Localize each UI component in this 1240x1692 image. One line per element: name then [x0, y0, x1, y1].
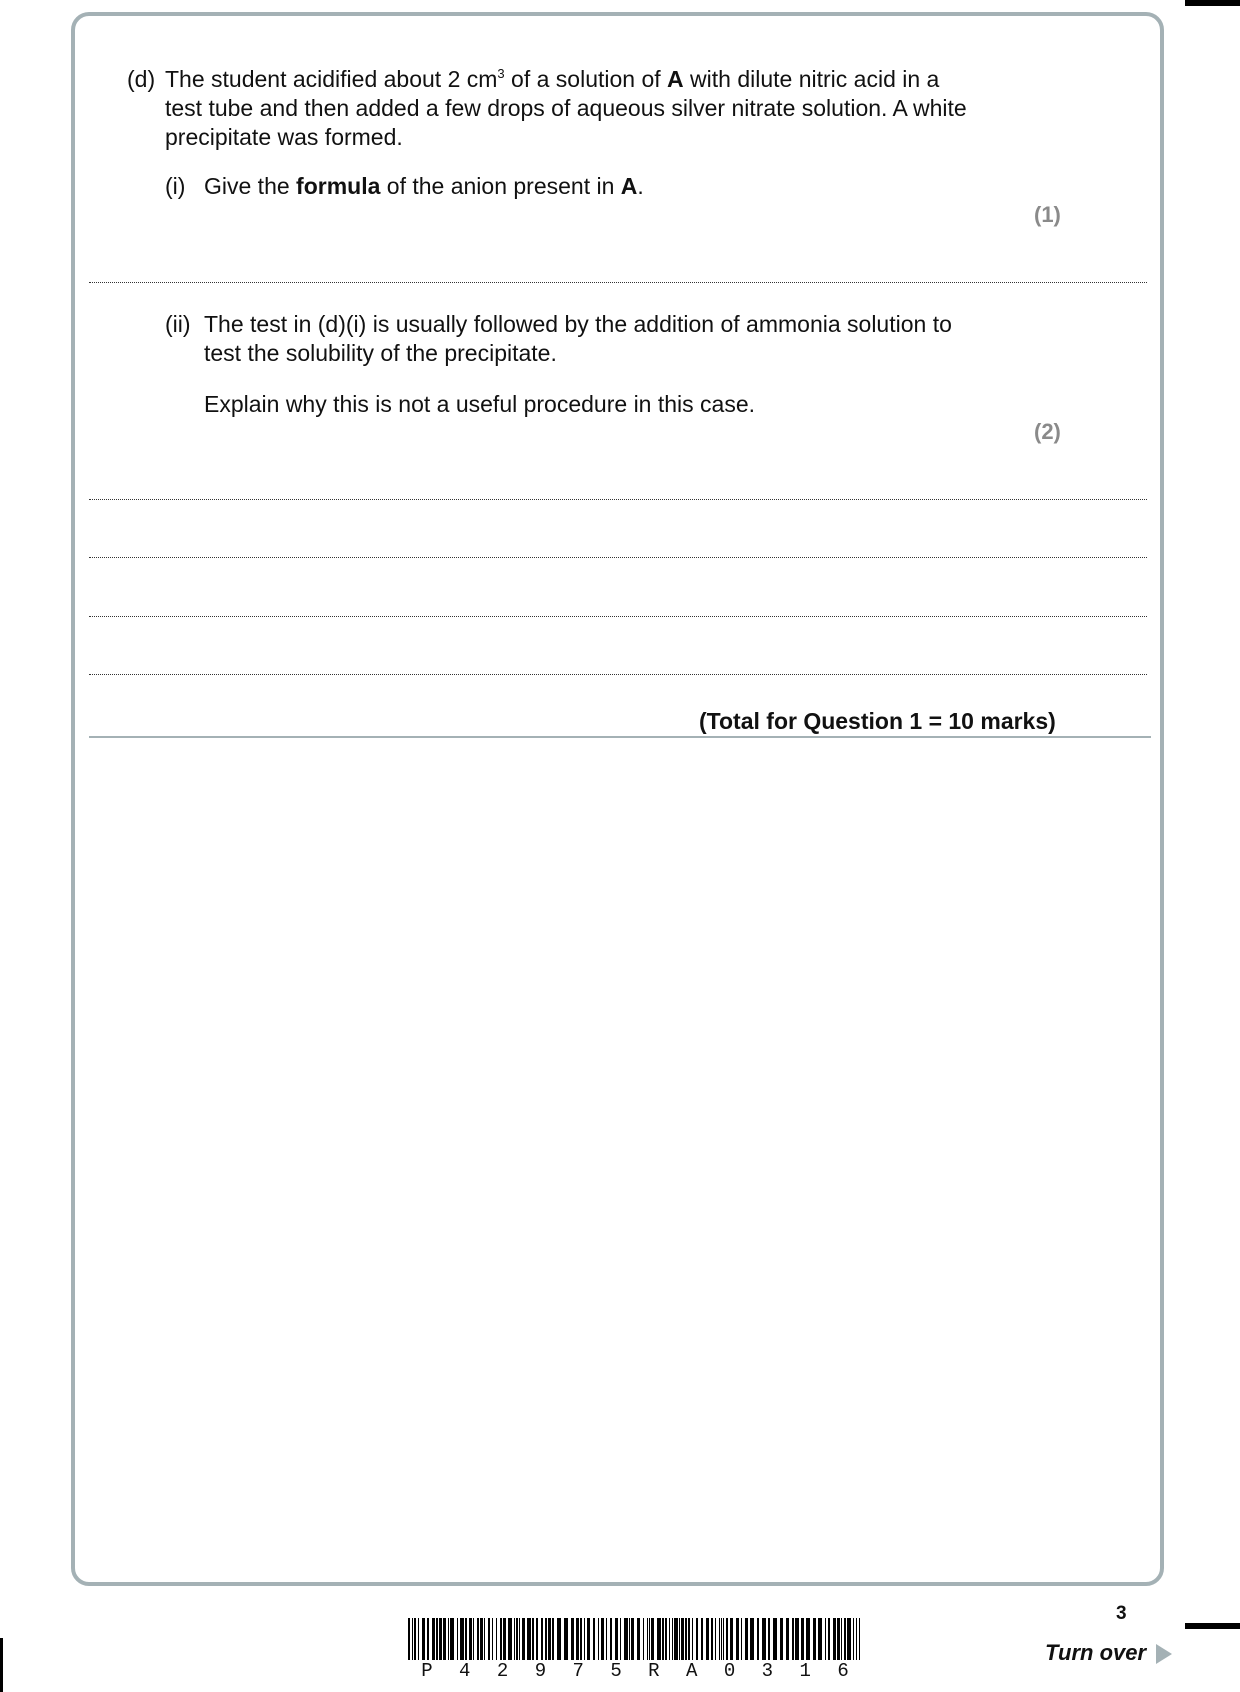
barcode-bar	[662, 1618, 664, 1660]
barcode-bar	[480, 1618, 483, 1660]
barcode-bar	[657, 1618, 661, 1660]
barcode-bar	[685, 1618, 687, 1660]
barcode-bar	[598, 1618, 599, 1660]
barcode-bar	[541, 1618, 543, 1660]
barcode-bar	[813, 1618, 816, 1660]
barcode-bar	[643, 1618, 644, 1660]
barcode-bar	[448, 1618, 449, 1660]
barcode-bar	[741, 1618, 742, 1660]
barcode-bar	[552, 1618, 554, 1660]
barcode-bar	[730, 1618, 733, 1660]
barcode-bar	[496, 1618, 497, 1660]
barcode-bar	[780, 1618, 783, 1660]
barcode-bar	[837, 1618, 840, 1660]
barcode-bar	[649, 1618, 650, 1660]
part-ii-marks: (2)	[1034, 419, 1061, 444]
barcode-bar	[601, 1618, 604, 1660]
barcode-bar	[436, 1618, 438, 1660]
turn-over-arrow-icon	[1156, 1644, 1172, 1664]
barcode-bar	[620, 1618, 621, 1660]
barcode-bar	[637, 1618, 640, 1660]
barcode-bar	[786, 1618, 789, 1660]
barcode-digit: P	[421, 1660, 433, 1682]
barcode-bar	[828, 1618, 830, 1660]
barcode-bar	[418, 1618, 419, 1660]
barcode-bar	[723, 1618, 724, 1660]
barcode-bar	[477, 1618, 479, 1660]
barcode-bar	[853, 1618, 854, 1660]
barcode-bar	[629, 1618, 630, 1660]
question-d-line-1: The student acidified about 2 $cm^3$ of a solution of A with dilute nitric acid in a	[165, 66, 940, 92]
barcode-bar	[719, 1618, 720, 1660]
barcode-bar	[500, 1618, 502, 1660]
barcode-bar	[580, 1618, 582, 1660]
barcode-bar	[432, 1618, 435, 1660]
barcode-bar	[856, 1618, 857, 1660]
barcode-bar	[841, 1618, 842, 1660]
answer-line-ii-2[interactable]	[89, 557, 1147, 558]
barcode-digits	[408, 1660, 862, 1682]
barcode-bar	[606, 1618, 607, 1660]
corner-mark-top-right	[1185, 0, 1240, 6]
part-ii-label: (ii)	[165, 311, 191, 337]
corner-mark-bottom-left	[0, 1638, 3, 1692]
barcode-bar	[465, 1618, 467, 1660]
part-i-marks: (1)	[1034, 202, 1061, 227]
barcode-bar	[711, 1618, 713, 1660]
barcode-bar	[773, 1618, 777, 1660]
barcode-bar	[706, 1618, 709, 1660]
barcode-bar	[721, 1618, 722, 1660]
barcode-digit: 3	[761, 1660, 774, 1682]
barcode-digit: 7	[572, 1660, 584, 1682]
barcode-bar	[750, 1618, 754, 1660]
barcode-bar	[522, 1618, 525, 1660]
barcode-bar	[610, 1618, 612, 1660]
corner-mark-bottom-right	[1185, 1623, 1240, 1629]
answer-line-i-1[interactable]	[89, 282, 1147, 283]
barcode-bar	[736, 1618, 739, 1660]
barcode-bar	[669, 1618, 670, 1660]
barcode-digit: 0	[723, 1660, 736, 1682]
barcode-bar	[847, 1618, 851, 1660]
barcode-bar	[795, 1618, 799, 1660]
barcode-bar	[576, 1618, 579, 1660]
barcode-bar	[801, 1618, 804, 1660]
barcode-bar	[768, 1618, 770, 1660]
barcode-bar	[422, 1618, 425, 1660]
barcode-bar	[674, 1618, 678, 1660]
barcode-bar	[503, 1618, 506, 1660]
page-frame	[71, 12, 1164, 1586]
barcode-bar	[514, 1618, 515, 1660]
barcode-bar	[414, 1618, 416, 1660]
barcode-bar	[516, 1618, 518, 1660]
question-total: (Total for Question 1 = 10 marks)	[699, 708, 1056, 734]
barcode-bar	[593, 1618, 595, 1660]
barcode-bar	[631, 1618, 634, 1660]
barcode-digit: 4	[459, 1660, 471, 1682]
answer-line-ii-4[interactable]	[89, 674, 1147, 675]
barcode-bar	[701, 1618, 703, 1660]
barcode-bar	[806, 1618, 810, 1660]
barcode-bar	[450, 1618, 454, 1660]
barcode-bar	[818, 1618, 822, 1660]
barcode-bar	[679, 1618, 680, 1660]
barcode-bar	[587, 1618, 590, 1660]
barcode-bar	[473, 1618, 474, 1660]
barcode-bar	[412, 1618, 413, 1660]
barcode-bar	[792, 1618, 794, 1660]
answer-line-ii-1[interactable]	[89, 499, 1147, 500]
barcode-bar	[519, 1618, 520, 1660]
barcode-bar	[757, 1618, 759, 1660]
barcode-bar	[484, 1618, 485, 1660]
barcode-digit: 1	[799, 1660, 811, 1682]
barcode-bar	[715, 1618, 716, 1660]
barcode-digit: A	[686, 1660, 698, 1682]
barcode-bar	[469, 1618, 472, 1660]
barcode-bar	[439, 1618, 442, 1660]
part-ii-instruction: Explain why this is not a useful procedure in this case.	[204, 391, 756, 417]
barcode-bar	[762, 1618, 766, 1660]
barcode-bar	[624, 1618, 628, 1660]
barcode-bar	[488, 1618, 490, 1660]
barcode-bar	[584, 1618, 585, 1660]
barcode-digit: 2	[496, 1660, 509, 1682]
barcode-bar	[844, 1618, 846, 1660]
barcode-bar	[492, 1618, 493, 1660]
answer-line-ii-3[interactable]	[89, 616, 1147, 617]
barcode-bar	[508, 1618, 512, 1660]
barcode-bar	[825, 1618, 826, 1660]
barcode-bar	[615, 1618, 618, 1660]
question-d-label: (d)	[127, 66, 156, 92]
barcode-bar	[696, 1618, 698, 1660]
barcode-bar	[545, 1618, 547, 1660]
barcode-bar	[532, 1618, 534, 1660]
barcode-bar	[681, 1618, 684, 1660]
barcode-bar	[408, 1618, 410, 1660]
barcode-bar	[726, 1618, 728, 1660]
barcode-bar	[548, 1618, 551, 1660]
question-d-line-2: test tube and then added a few drops of aqueous silver nitrate solution. A white	[165, 95, 967, 121]
page-number: 3	[1116, 1603, 1127, 1624]
part-ii-line-1: The test in (d)(i) is usually followed by the addition of ammonia solution to	[204, 311, 952, 337]
barcode-bar	[665, 1618, 667, 1660]
barcode-digit: 6	[837, 1660, 849, 1682]
barcode-bar	[460, 1618, 464, 1660]
barcode-bar	[571, 1618, 574, 1660]
barcode-bar	[427, 1618, 429, 1660]
barcode-bar	[536, 1618, 538, 1660]
barcode-bar	[692, 1618, 693, 1660]
barcode-bar	[745, 1618, 748, 1660]
barcode-bar	[651, 1618, 654, 1660]
barcode-bar	[527, 1618, 531, 1660]
turn-over-label: Turn over	[1045, 1640, 1147, 1665]
barcode-bar	[859, 1618, 860, 1660]
barcode-bar	[647, 1618, 648, 1660]
barcode-digit: 9	[534, 1660, 547, 1682]
part-ii-line-2: test the solubility of the precipitate.	[204, 340, 557, 366]
barcode-bar	[557, 1618, 561, 1660]
barcode	[408, 1618, 862, 1660]
barcode-bar	[457, 1618, 458, 1660]
total-rule	[89, 736, 1151, 738]
part-i-question: Give the formula of the anion present in A.	[204, 173, 644, 199]
barcode-digit: R	[648, 1660, 660, 1682]
barcode-digit: 5	[610, 1660, 622, 1682]
question-d-line-3: precipitate was formed.	[165, 124, 403, 150]
barcode-bar	[443, 1618, 446, 1660]
barcode-bar	[564, 1618, 568, 1660]
barcode-bar	[833, 1618, 836, 1660]
barcode-bar	[672, 1618, 673, 1660]
barcode-bar	[688, 1618, 690, 1660]
part-i-label: (i)	[165, 173, 186, 199]
